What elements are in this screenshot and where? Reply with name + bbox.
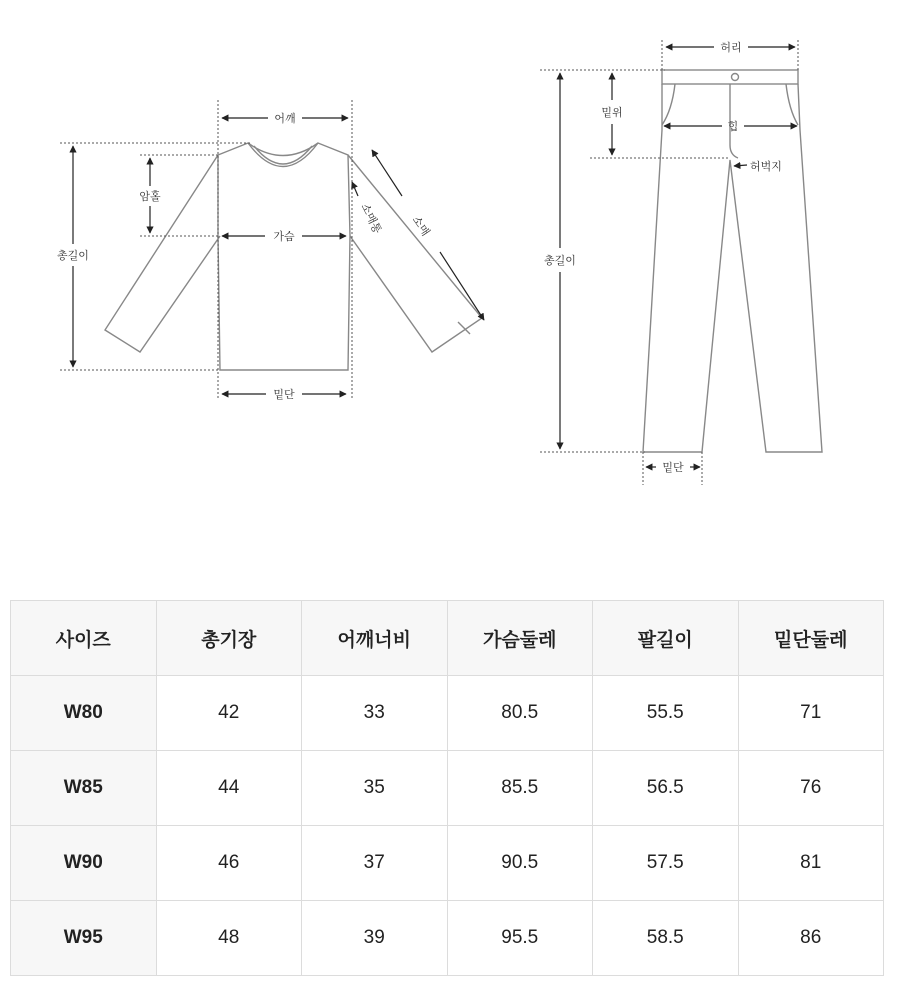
table-cell: 90.5 xyxy=(447,826,593,901)
label-shoulder: 어깨 xyxy=(274,112,296,125)
label-waist: 허리 xyxy=(720,41,742,54)
top-dimensions xyxy=(73,118,484,394)
top-guides xyxy=(60,100,352,400)
pants-dimensions xyxy=(560,47,797,467)
table-cell: 58.5 xyxy=(593,901,739,976)
header-total-length: 총기장 xyxy=(156,601,302,676)
table-cell: 46 xyxy=(156,826,302,901)
table-cell: 39 xyxy=(302,901,448,976)
label-pants-hem: 밑단 xyxy=(662,461,684,474)
table-cell: 42 xyxy=(156,676,302,751)
table-cell: 55.5 xyxy=(593,676,739,751)
top-garment xyxy=(105,143,482,370)
label-thigh: 허벅지 xyxy=(750,160,782,173)
label-hem: 밑단 xyxy=(273,388,295,401)
top-labels xyxy=(57,111,433,401)
table-cell: 86 xyxy=(738,901,884,976)
row-size: W80 xyxy=(11,676,157,751)
header-chest: 가슴둘레 xyxy=(447,601,593,676)
table-row xyxy=(11,751,884,826)
table-row xyxy=(11,676,884,751)
table-cell: 76 xyxy=(738,751,884,826)
row-size: W85 xyxy=(11,751,157,826)
header-size: 사이즈 xyxy=(11,601,157,676)
header-shoulder-width: 어깨너비 xyxy=(302,601,448,676)
table-cell: 71 xyxy=(738,676,884,751)
label-sleeve: 소매 xyxy=(409,213,433,239)
table-cell: 80.5 xyxy=(447,676,593,751)
pants-guides xyxy=(540,40,798,485)
label-chest: 가슴 xyxy=(273,230,295,243)
row-size: W95 xyxy=(11,901,157,976)
size-table xyxy=(10,600,884,976)
table-cell: 33 xyxy=(302,676,448,751)
label-hip: 힙 xyxy=(727,120,739,133)
table-cell: 56.5 xyxy=(593,751,739,826)
label-pants-total-length: 총길이 xyxy=(544,254,576,267)
table-cell: 85.5 xyxy=(447,751,593,826)
pants-labels xyxy=(544,40,782,474)
table-row xyxy=(11,901,884,976)
label-rise: 밑위 xyxy=(601,106,623,119)
table-cell: 48 xyxy=(156,901,302,976)
row-size: W90 xyxy=(11,826,157,901)
header-arm-length: 팔길이 xyxy=(593,601,739,676)
table-cell: 37 xyxy=(302,826,448,901)
header-hem: 밑단둘레 xyxy=(738,601,884,676)
table-cell: 95.5 xyxy=(447,901,593,976)
table-cell: 35 xyxy=(302,751,448,826)
table-cell: 81 xyxy=(738,826,884,901)
table-row xyxy=(11,826,884,901)
table-cell: 57.5 xyxy=(593,826,739,901)
label-armhole: 암홀 xyxy=(139,190,161,203)
table-cell: 44 xyxy=(156,751,302,826)
label-sleeve-width: 소매통 xyxy=(358,201,384,236)
table-header-row xyxy=(11,601,884,676)
label-total-length: 총길이 xyxy=(57,249,89,262)
